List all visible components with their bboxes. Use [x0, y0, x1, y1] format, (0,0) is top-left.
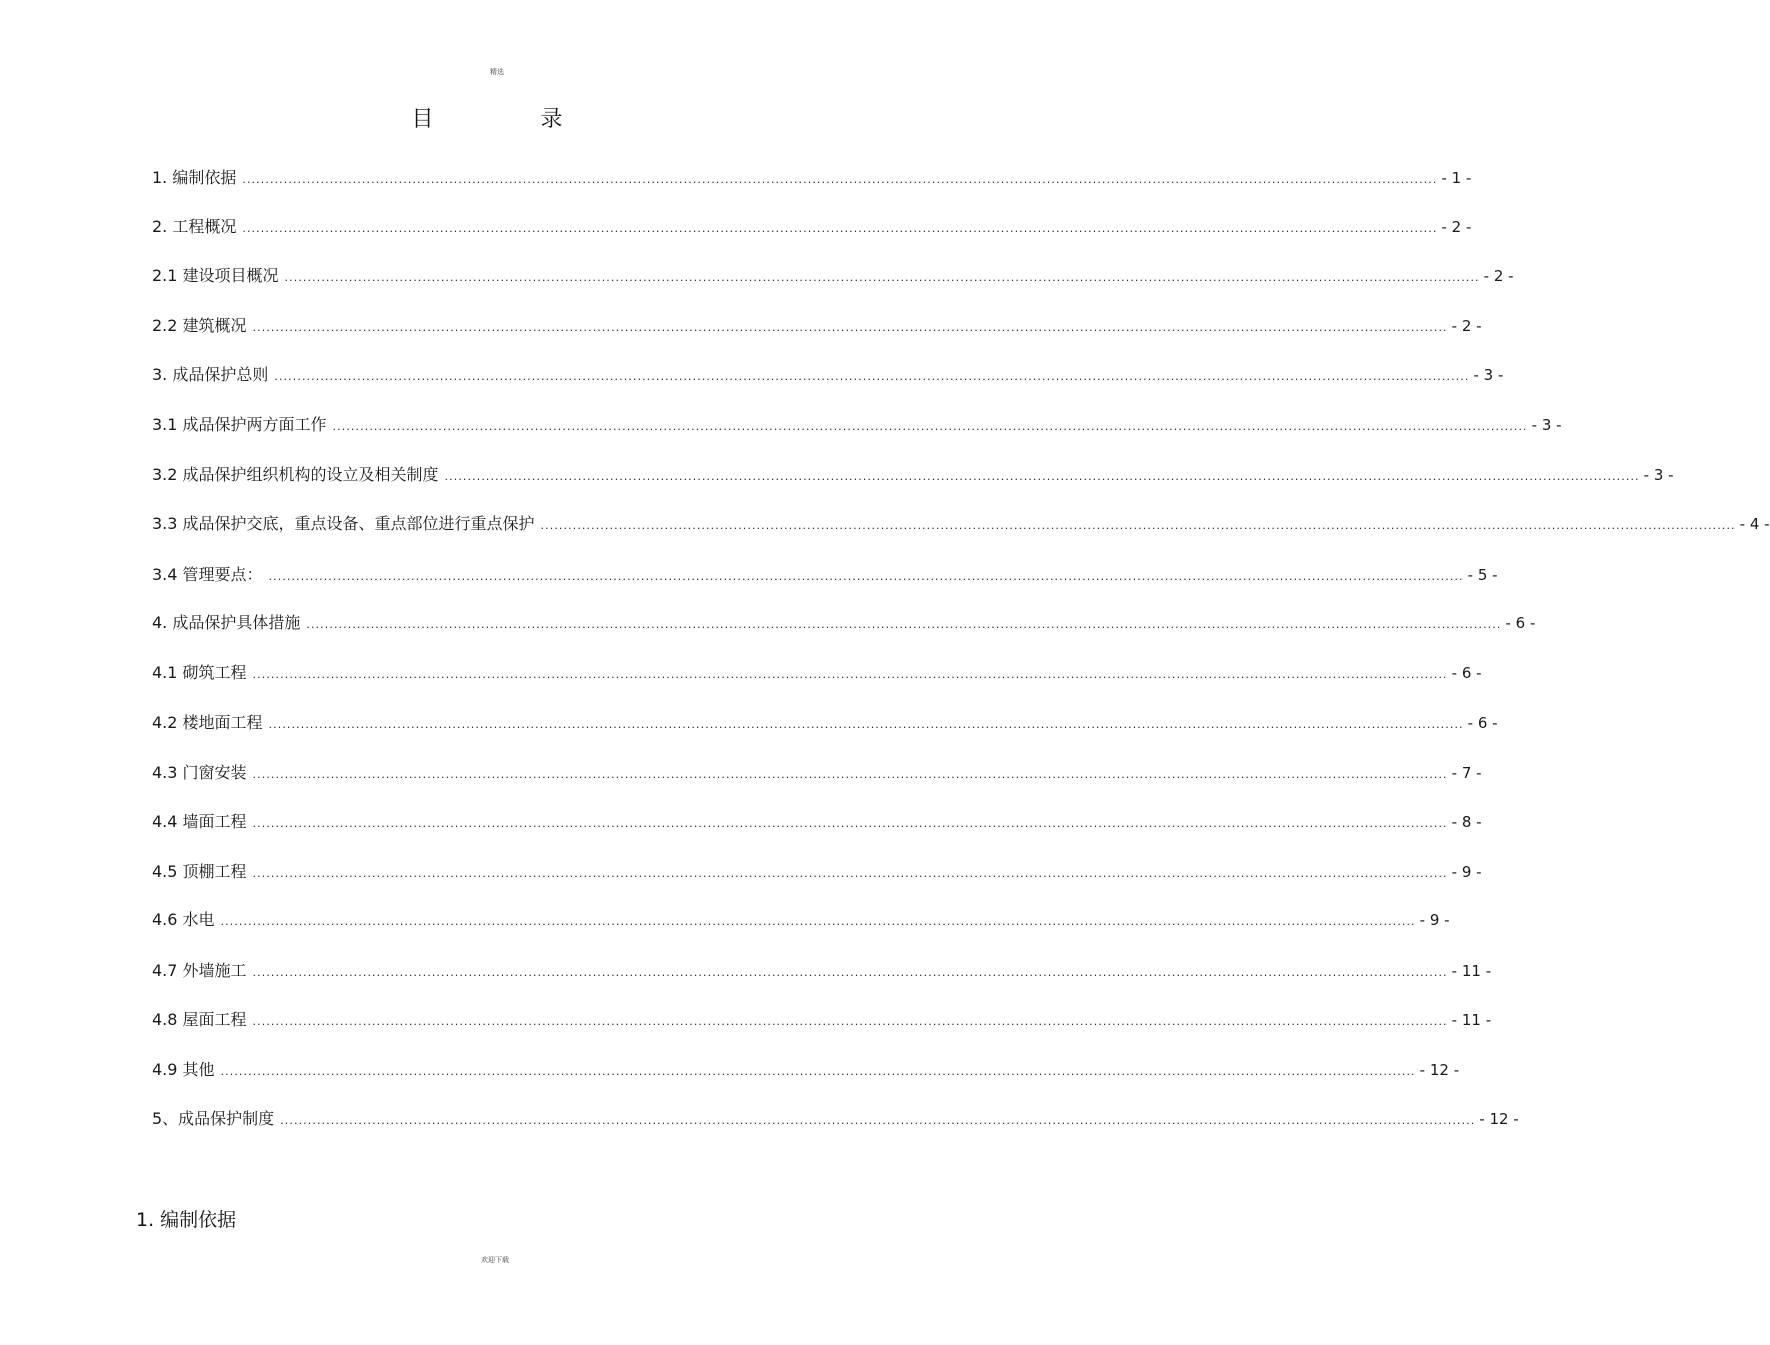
toc-leader-dots: ....................................................................................................................................................................................................................................................................	[274, 370, 1470, 383]
toc-leader-dots: ....................................................................................................................................................................................................................................................................	[306, 618, 1502, 631]
toc-entry-page: - 12 -	[1479, 1110, 1519, 1128]
toc-entry-page: - 1 -	[1441, 169, 1472, 187]
toc-entry-page: - 6 -	[1467, 714, 1498, 732]
toc-entry[interactable]	[152, 1008, 1492, 1030]
toc-leader-dots: ....................................................................................................................................................................................................................................................................	[252, 966, 1448, 979]
toc-leader-dots: ....................................................................................................................................................................................................................................................................	[242, 222, 1438, 235]
toc-entry-text: 4.7 外墙施工	[152, 961, 247, 980]
toc-entry-text: 4.1 砌筑工程	[152, 663, 247, 682]
toc-entry-text: 3.3 成品保护交底，重点设备、重点部位进行重点保护	[152, 514, 535, 533]
toc-entry[interactable]	[152, 711, 1498, 733]
toc-entry-page: - 11 -	[1451, 1011, 1492, 1029]
toc-entry-text: 2. 工程概况	[152, 217, 237, 236]
toc-entry-text: 3.1 成品保护两方面工作	[152, 415, 327, 434]
toc-leader-dots: ....................................................................................................................................................................................................................................................................	[252, 768, 1448, 781]
toc-entry-text: 4.8 屋面工程	[152, 1010, 247, 1029]
toc-entry-text: 2.1 建设项目概况	[152, 266, 279, 285]
toc-entry-page: - 3 -	[1473, 366, 1504, 384]
toc-entry[interactable]	[152, 959, 1492, 981]
toc-leader-dots: ....................................................................................................................................................................................................................................................................	[280, 1114, 1476, 1127]
toc-entry[interactable]	[152, 908, 1450, 930]
toc-entry-text: 2.2 建筑概况	[152, 316, 247, 335]
toc-entry-text: 4.9 其他	[152, 1060, 215, 1079]
toc-entry-text: 5、成品保护制度	[152, 1109, 275, 1128]
toc-entry-text: 4.5 顶棚工程	[152, 862, 247, 881]
page-footer-mark: 欢迎下载	[481, 1256, 509, 1264]
toc-entry[interactable]	[152, 463, 1674, 485]
toc-entry-text: 4.2 楼地面工程	[152, 713, 263, 732]
toc-entry-text: 4.4 墙面工程	[152, 812, 247, 831]
toc-entry-page: - 3 -	[1531, 416, 1562, 434]
toc-entry-page: - 2 -	[1441, 218, 1472, 236]
toc-leader-dots: ....................................................................................................................................................................................................................................................................	[332, 420, 1528, 433]
toc-entry-text: 3.4 管理要点：	[152, 565, 263, 584]
toc-entry[interactable]	[152, 512, 1770, 534]
toc-entry-page: - 2 -	[1451, 317, 1482, 335]
toc-leader-dots: ....................................................................................................................................................................................................................................................................	[242, 173, 1438, 186]
toc-entry-page: - 6 -	[1451, 664, 1482, 682]
toc-entry[interactable]	[152, 1058, 1460, 1080]
toc-entry-text: 3.2 成品保护组织机构的设立及相关制度	[152, 465, 439, 484]
toc-entry[interactable]	[152, 363, 1504, 385]
toc-entry[interactable]	[152, 314, 1482, 336]
toc-entry[interactable]	[152, 810, 1482, 832]
toc-entry[interactable]	[152, 264, 1514, 286]
toc-entry-text: 4. 成品保护具体措施	[152, 613, 301, 632]
toc-entry-page: - 8 -	[1451, 813, 1482, 831]
toc-leader-dots: ....................................................................................................................................................................................................................................................................	[252, 867, 1448, 880]
section-heading: 1. 编制依据	[136, 1209, 237, 1231]
toc-entry-text: 4.6 水电	[152, 910, 215, 929]
toc-entry[interactable]	[152, 215, 1472, 237]
toc-entry-page: - 7 -	[1451, 764, 1482, 782]
toc-leader-dots: ....................................................................................................................................................................................................................................................................	[252, 668, 1448, 681]
toc-leader-dots: ....................................................................................................................................................................................................................................................................	[540, 519, 1736, 532]
toc-entry-page: - 5 -	[1467, 566, 1498, 584]
toc-leader-dots: ....................................................................................................................................................................................................................................................................	[220, 915, 1416, 928]
toc-leader-dots: ....................................................................................................................................................................................................................................................................	[252, 321, 1448, 334]
toc-leader-dots: ....................................................................................................................................................................................................................................................................	[444, 470, 1640, 483]
toc-leader-dots: ....................................................................................................................................................................................................................................................................	[284, 271, 1480, 284]
toc-entry-page: - 4 -	[1739, 515, 1770, 533]
toc-entry-page: - 9 -	[1451, 863, 1482, 881]
toc-entry-page: - 2 -	[1483, 267, 1514, 285]
page-header-mark: 精选	[490, 68, 504, 76]
toc-entry[interactable]	[152, 860, 1482, 882]
toc-entry-text: 3. 成品保护总则	[152, 365, 269, 384]
toc-leader-dots: ....................................................................................................................................................................................................................................................................	[252, 817, 1448, 830]
toc-entry[interactable]	[152, 563, 1498, 585]
toc-entry-page: - 6 -	[1505, 614, 1536, 632]
toc-entry-page: - 12 -	[1419, 1061, 1460, 1079]
toc-leader-dots: ....................................................................................................................................................................................................................................................................	[252, 1015, 1448, 1028]
toc-entry-text: 4.3 门窗安装	[152, 763, 247, 782]
toc-entry-page: - 11 -	[1451, 962, 1492, 980]
toc-entry[interactable]	[152, 1107, 1519, 1129]
toc-leader-dots: ....................................................................................................................................................................................................................................................................	[268, 570, 1464, 583]
toc-entry-page: - 3 -	[1643, 466, 1674, 484]
toc-entry[interactable]	[152, 761, 1482, 783]
toc-leader-dots: ....................................................................................................................................................................................................................................................................	[220, 1065, 1416, 1078]
toc-entry[interactable]	[152, 413, 1562, 435]
toc-entry[interactable]	[152, 611, 1536, 633]
toc-entry[interactable]	[152, 166, 1472, 188]
toc-entry[interactable]	[152, 661, 1482, 683]
toc-entry-page: - 9 -	[1419, 911, 1450, 929]
toc-leader-dots: ....................................................................................................................................................................................................................................................................	[268, 718, 1464, 731]
toc-entry-text: 1. 编制依据	[152, 168, 237, 187]
toc-title: 目 录	[411, 107, 613, 132]
